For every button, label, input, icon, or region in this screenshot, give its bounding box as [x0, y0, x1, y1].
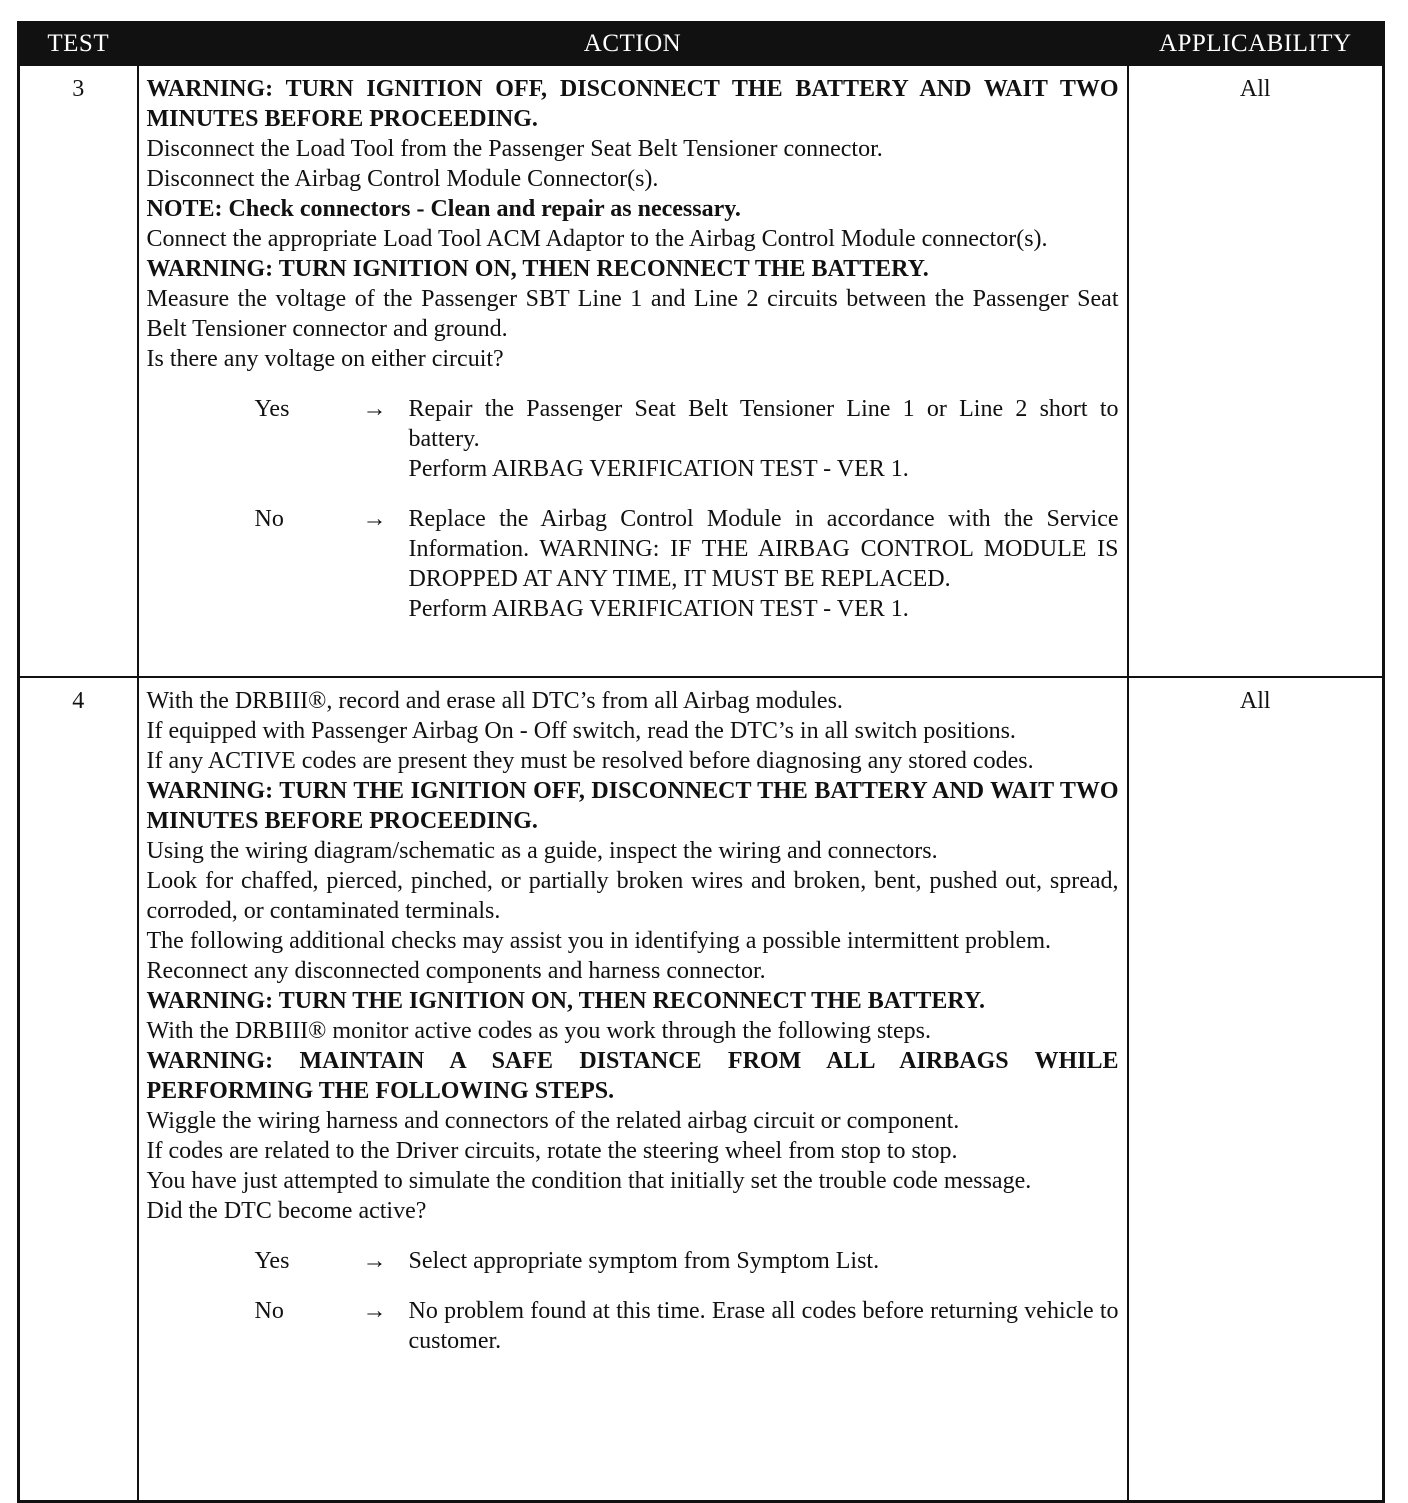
answer-label: Yes — [254, 396, 290, 422]
instruction-text: Reconnect any disconnected components and harness connector. — [146, 958, 766, 984]
warning-text: WARNING: MAINTAIN A SAFE DISTANCE FROM ALL AIRBAGS WHILE PERFORMING THE FOLLOWING STEPS. — [146, 1048, 1119, 1104]
answer-yes — [147, 394, 1119, 484]
answer-text: Perform AIRBAG VERIFICATION TEST - VER 1. — [408, 596, 909, 622]
answer-no — [147, 1296, 1119, 1356]
warning-text: WARNING: TURN IGNITION OFF, DISCONNECT THE BATTERY AND WAIT TWO MINUTES BEFORE PROCEEDING. — [146, 76, 1119, 132]
column-header-action: ACTION — [138, 23, 1128, 66]
answer-text: Select appropriate symptom from Symptom List. — [408, 1248, 880, 1274]
question-text: Did the DTC become active? — [146, 1198, 427, 1224]
table-row — [19, 677, 1384, 1502]
diagnostic-table — [17, 21, 1385, 1503]
instruction-text: Connect the appropriate Load Tool ACM Adaptor to the Airbag Control Module connector(s). — [146, 226, 1048, 252]
answer-text: No problem found at this time. Erase all codes before returning vehicle to customer. — [408, 1298, 1119, 1354]
instruction-text: With the DRBIII®, record and erase all DTC’s from all Airbag modules. — [146, 688, 843, 714]
warning-text: WARNING: TURN THE IGNITION ON, THEN RECONNECT THE BATTERY. — [146, 988, 985, 1014]
instruction-text: Look for chaffed, pierced, pinched, or partially broken wires and broken, bent, pushed out, spread, corroded, or contaminated terminals. — [146, 868, 1119, 924]
column-header-applicability: APPLICABILITY — [1128, 23, 1384, 66]
instruction-text: Wiggle the wiring harness and connectors of the related airbag circuit or component. — [146, 1108, 960, 1134]
answer-label: No — [254, 1298, 284, 1324]
right-arrow-icon: → — [362, 1298, 387, 1324]
right-arrow-icon: → — [362, 1248, 387, 1274]
table-row — [19, 65, 1384, 677]
action-cell — [138, 65, 1128, 677]
answer-text: Perform AIRBAG VERIFICATION TEST - VER 1. — [408, 456, 909, 482]
column-header-test: TEST — [19, 23, 138, 66]
instruction-text: If equipped with Passenger Airbag On - Off switch, read the DTC’s in all switch positions. — [146, 718, 1016, 744]
instruction-text: If any ACTIVE codes are present they must be resolved before diagnosing any stored codes. — [146, 748, 1034, 774]
answer-label: No — [254, 506, 284, 532]
answer-yes — [147, 1246, 1119, 1276]
right-arrow-icon: → — [362, 506, 387, 532]
answer-label: Yes — [254, 1248, 290, 1274]
applicability-cell: All — [1128, 65, 1384, 677]
warning-text: WARNING: TURN IGNITION ON, THEN RECONNECT THE BATTERY. — [146, 256, 929, 282]
instruction-text: Measure the voltage of the Passenger SBT Line 1 and Line 2 circuits between the Passenger Seat Belt Tensioner connector and ground. — [146, 286, 1119, 342]
right-arrow-icon: → — [362, 396, 387, 422]
question-text: Is there any voltage on either circuit? — [146, 346, 504, 372]
warning-text: WARNING: TURN THE IGNITION OFF, DISCONNECT THE BATTERY AND WAIT TWO MINUTES BEFORE PROCEEDING. — [146, 778, 1119, 834]
answer-text: Replace the Airbag Control Module in accordance with the Service Information. WARNING: IF THE AIRBAG CONTROL MODULE IS DROPPED AT ANY TIME, IT MUST BE REPLACED. — [408, 506, 1119, 592]
instruction-text: Disconnect the Airbag Control Module Connector(s). — [146, 166, 659, 192]
answer-no — [147, 504, 1119, 624]
applicability-cell: All — [1128, 677, 1384, 1502]
note-text: NOTE: Check connectors - Clean and repair as necessary. — [146, 196, 741, 222]
instruction-text: You have just attempted to simulate the condition that initially set the trouble code message. — [146, 1168, 1032, 1194]
action-cell — [138, 677, 1128, 1502]
table-header-row — [19, 23, 1384, 66]
answer-text: Repair the Passenger Seat Belt Tensioner Line 1 or Line 2 short to battery. — [408, 396, 1119, 452]
instruction-text: The following additional checks may assist you in identifying a possible intermittent problem. — [146, 928, 1051, 954]
instruction-text: If codes are related to the Driver circuits, rotate the steering wheel from stop to stop. — [146, 1138, 958, 1164]
instruction-text: Using the wiring diagram/schematic as a guide, inspect the wiring and connectors. — [146, 838, 938, 864]
test-number: 4 — [19, 677, 138, 1502]
instruction-text: Disconnect the Load Tool from the Passenger Seat Belt Tensioner connector. — [146, 136, 883, 162]
test-number: 3 — [19, 65, 138, 677]
instruction-text: With the DRBIII® monitor active codes as you work through the following steps. — [146, 1018, 931, 1044]
